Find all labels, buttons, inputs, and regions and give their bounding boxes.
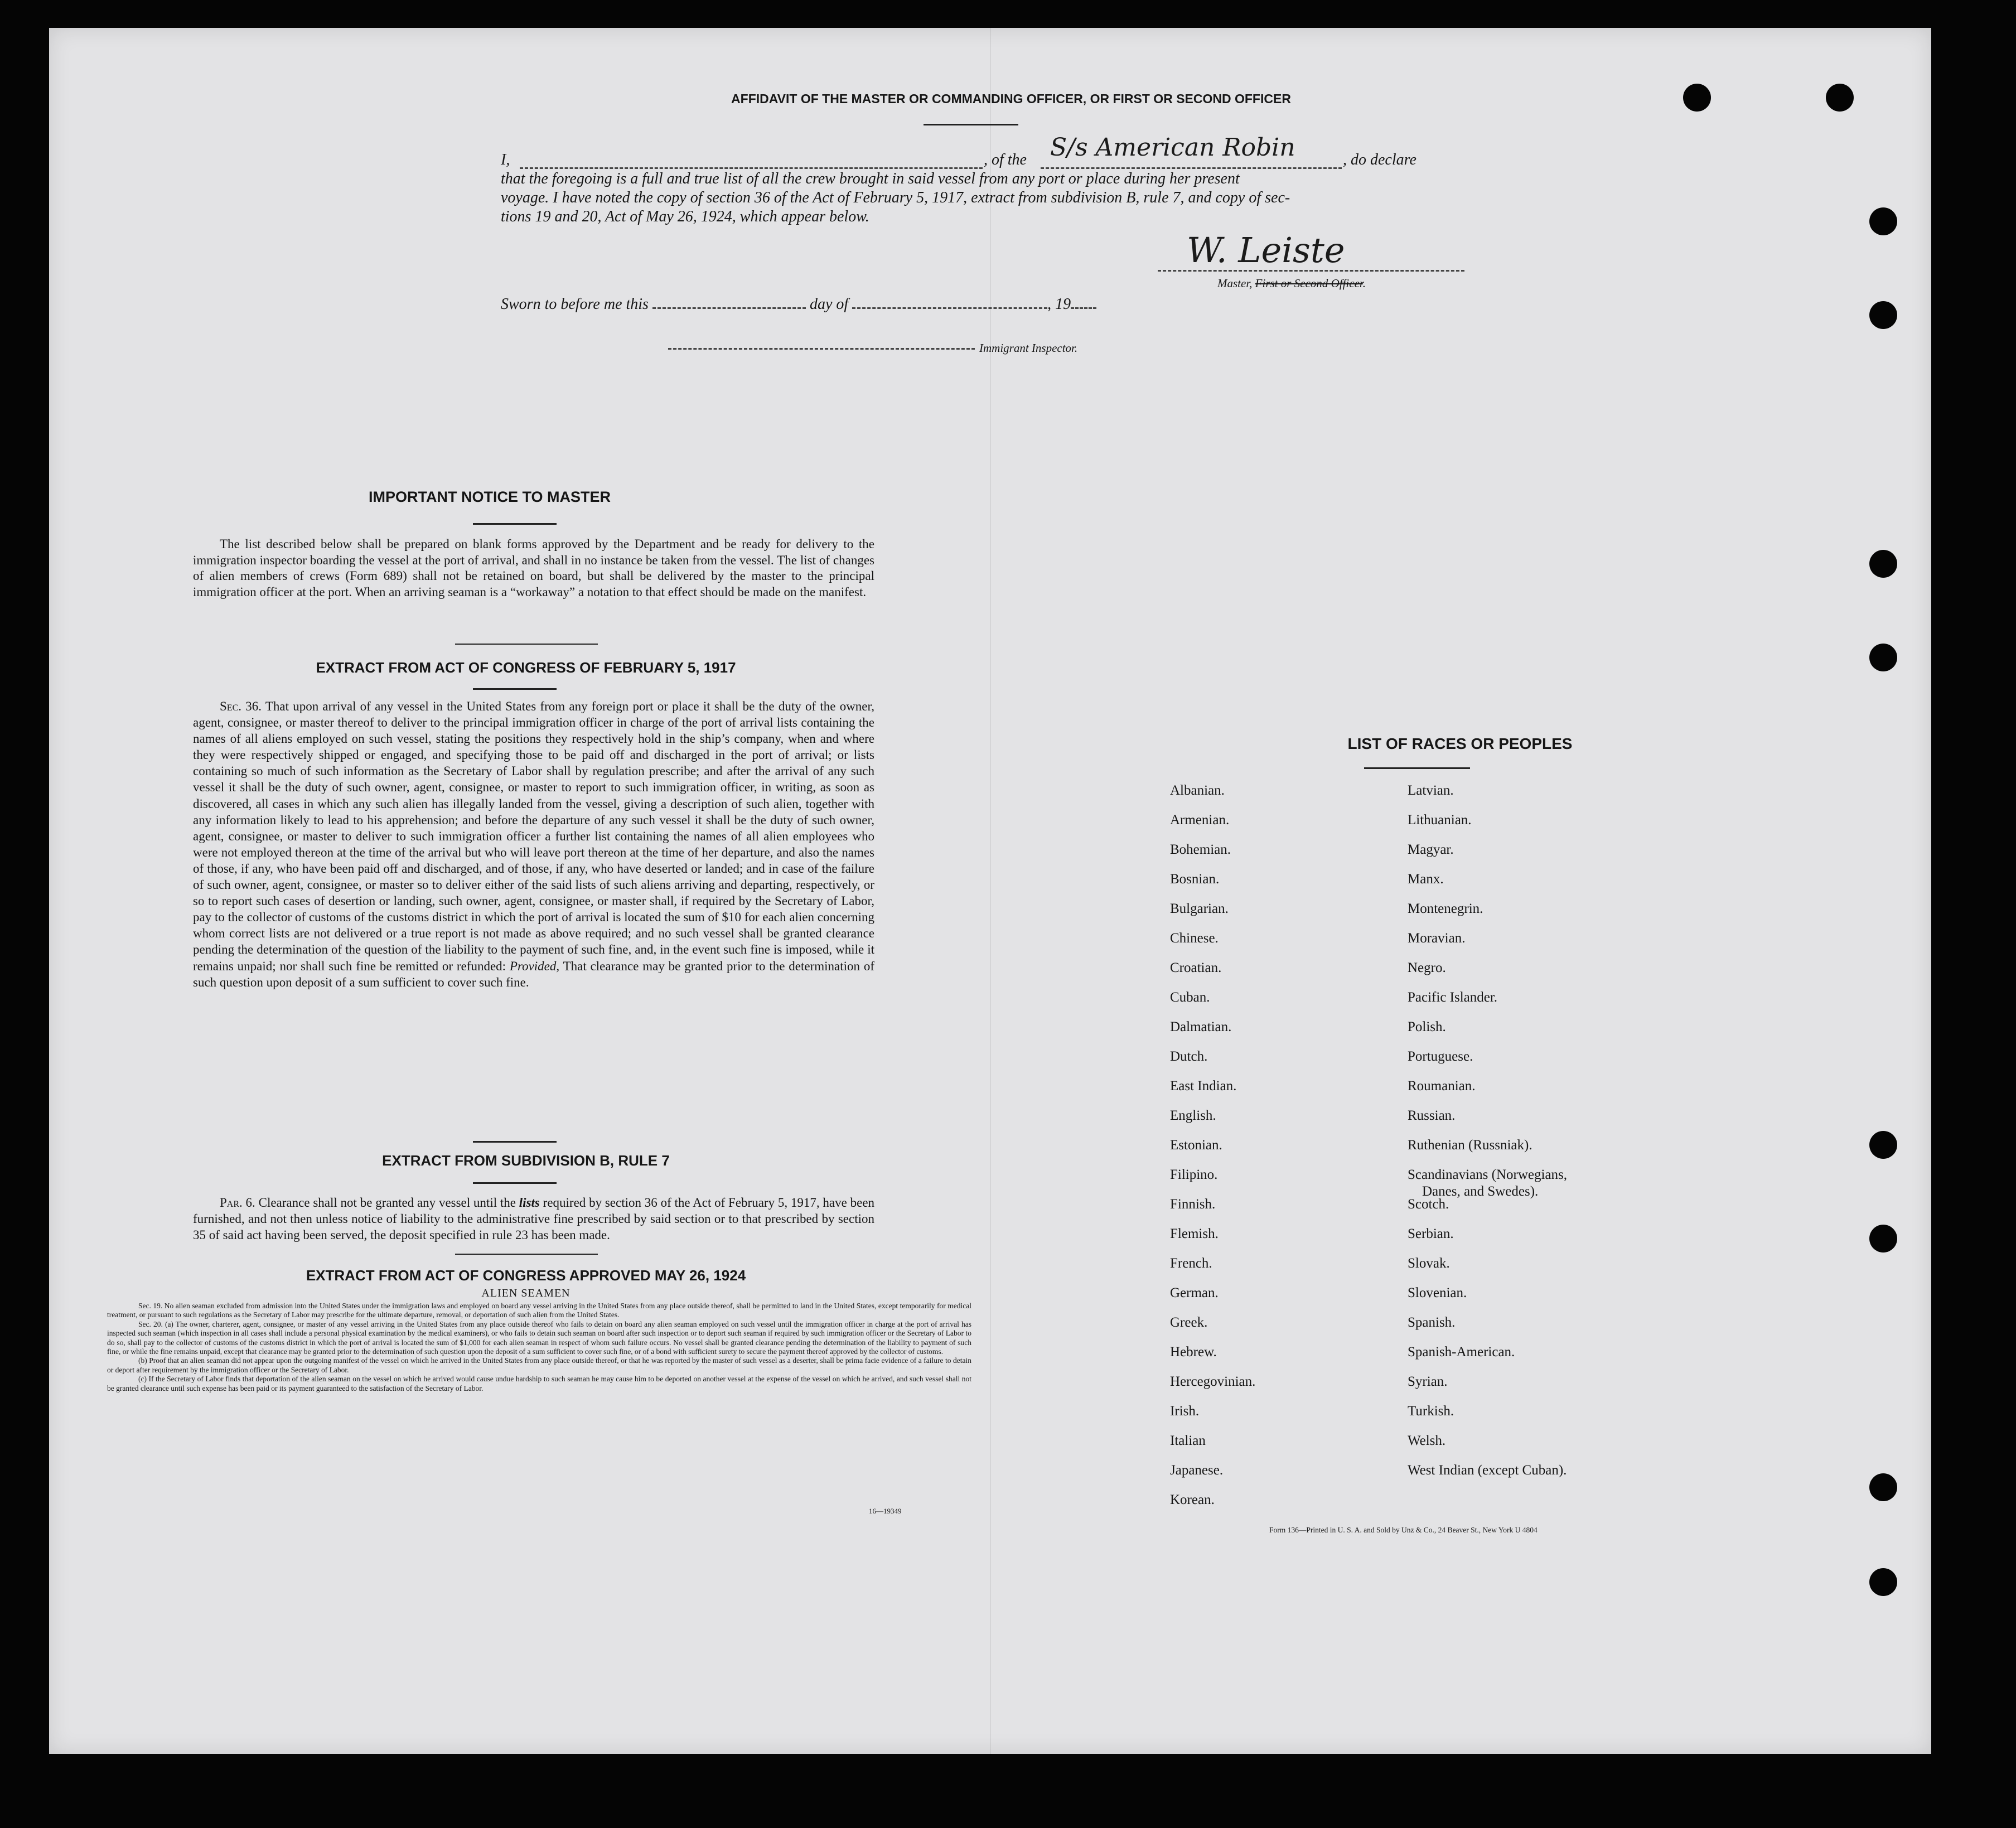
sec-36-label: Sec. 36. — [220, 699, 262, 713]
subdivision-b-title: EXTRACT FROM SUBDIVISION B, RULE 7 — [382, 1152, 670, 1169]
race-item: Filipino. — [1170, 1167, 1218, 1182]
fold-line — [990, 28, 991, 1754]
affidavit-declaration — [501, 133, 1555, 226]
extract-1924-body — [107, 1302, 971, 1393]
alien-seamen-heading: ALIEN SEAMEN — [481, 1287, 571, 1299]
race-item: Slovenian. — [1408, 1285, 1467, 1300]
divider — [455, 1254, 598, 1255]
race-item: West Indian (except Cuban). — [1408, 1463, 1567, 1478]
form-imprint: Form 136—Printed in U. S. A. and Sold by Unz & Co., 24 Beaver St., New York U 4804 — [1269, 1526, 1538, 1534]
subdivision-b-body — [193, 1195, 874, 1243]
punch-hole — [1869, 550, 1897, 578]
master-caption: Master, — [1217, 277, 1253, 290]
race-item: Serbian. — [1408, 1226, 1454, 1241]
race-item: Albanian. — [1170, 783, 1225, 798]
lists-word: lists — [519, 1196, 540, 1210]
declare-text: , do declare — [1343, 151, 1416, 168]
par-6-label: Par. 6. — [220, 1196, 255, 1210]
punch-hole — [1869, 644, 1897, 671]
affidavit-line-1 — [501, 133, 1555, 170]
affidavit-prefix: I, — [501, 151, 510, 168]
race-item: Portuguese. — [1408, 1049, 1473, 1064]
race-item: Danes, and Swedes). — [1422, 1184, 1539, 1199]
divider — [473, 688, 557, 690]
race-item: Roumanian. — [1408, 1079, 1476, 1094]
divider — [1364, 767, 1470, 769]
race-item: Spanish. — [1408, 1315, 1456, 1330]
race-item: Cuban. — [1170, 990, 1210, 1005]
race-item: Dalmatian. — [1170, 1019, 1232, 1034]
vessel-name-handwriting: S/s American Robin — [1050, 133, 1295, 162]
divider — [455, 644, 598, 645]
sworn-year-blank — [1071, 305, 1096, 309]
punch-hole — [1869, 1131, 1897, 1159]
vessel-blank — [1041, 165, 1342, 169]
race-item: Polish. — [1408, 1019, 1446, 1034]
race-item: Croatian. — [1170, 960, 1222, 975]
race-item: Syrian. — [1408, 1374, 1448, 1389]
race-item: Chinese. — [1170, 931, 1219, 946]
race-item: Pacific Islander. — [1408, 990, 1498, 1005]
race-item: Turkish. — [1408, 1404, 1454, 1419]
race-item: Bosnian. — [1170, 872, 1220, 887]
sec-36-text-end: That clearance may be granted prior to the determination of such question upon deposit of a sum sufficient to cover such fine. — [193, 959, 874, 989]
of-the-text: , of the — [984, 151, 1027, 168]
race-item: Bohemian. — [1170, 842, 1231, 857]
race-item: Slovak. — [1408, 1256, 1450, 1271]
race-item: Welsh. — [1408, 1433, 1446, 1448]
race-item: Greek. — [1170, 1315, 1208, 1330]
sec-20c-text: (c) If the Secretary of Labor finds that deportation of the alien seaman on the vessel on which he arrived would cause undue hardship to such seaman he may cause him to be deported on another vessel at the expense of the vessel on which he arrived, and such vessel shall not be granted clearance until such expense has been paid or its payment guaranteed to the satisfaction of the Secretary of Labor. — [107, 1375, 971, 1392]
race-item: Estonian. — [1170, 1138, 1222, 1153]
race-item: Korean. — [1170, 1492, 1215, 1507]
race-item: Irish. — [1170, 1404, 1200, 1419]
race-item: Hercegovinian. — [1170, 1374, 1256, 1389]
race-item: Negro. — [1408, 960, 1446, 975]
race-item: Scandinavians (Norwegians, — [1408, 1167, 1568, 1182]
race-item: Hebrew. — [1170, 1345, 1217, 1360]
races-title: LIST OF RACES OR PEOPLES — [1347, 735, 1573, 752]
signature-caption: Master, First or Second Officer. — [1217, 277, 1366, 290]
name-blank — [520, 165, 983, 169]
affidavit-line-4: tions 19 and 20, Act of May 26, 1924, which appear below. — [501, 208, 869, 225]
race-item: Montenegrin. — [1408, 901, 1483, 916]
punch-hole — [1869, 207, 1897, 235]
sec-20a-text: Sec. 20. (a) The owner, charterer, agent, consignee, or master of any vessel arriving in the United States from any place outside thereof who fails to detain on board any alien seaman employed on such vessel until the immigration officer in charge at the port of arrival has inspected such seaman (which inspection in all cases shall include a personal physical examination by the medical examiners), or who fails to detain such seaman on board after such inspection or to deport such seaman if required by such immigration officer or the Secretary of Labor to do so, shall pay to the collector of customs of the customs district in which the port of arrival is located the sum of $1,000 for each alien seaman in respect of whom such failure occurs. No vessel shall be granted clearance pending the determination of the liability to payment of such fine, or while the fine remains unpaid, except that clearance may be granted prior to the determination of such question upon the deposit of a sum sufficient to cover such fine, or of a bond with sufficient surety to secure the payment thereof approved by the collector of customs. — [107, 1319, 971, 1356]
sworn-prefix: Sworn to before me this — [501, 296, 649, 313]
sworn-month-blank — [852, 305, 1047, 309]
struck-officer-caption: First or Second Officer — [1255, 277, 1363, 290]
inspector-blank — [668, 346, 975, 350]
race-item: Finnish. — [1170, 1197, 1216, 1212]
race-item: Manx. — [1408, 872, 1444, 887]
race-item: German. — [1170, 1285, 1219, 1300]
race-item: Latvian. — [1408, 783, 1454, 798]
punch-hole — [1869, 1568, 1897, 1596]
sworn-line — [501, 296, 1282, 313]
provided-word: Provided, — [509, 959, 560, 973]
race-item: French. — [1170, 1256, 1212, 1271]
punch-hole — [1869, 1473, 1897, 1501]
par-6-text: Clearance shall not be granted any vessel until the — [258, 1196, 516, 1210]
punch-hole — [1869, 1225, 1897, 1252]
extract-1924-title: EXTRACT FROM ACT OF CONGRESS APPROVED MAY 26, 1924 — [306, 1267, 746, 1284]
extract-1917-title: EXTRACT FROM ACT OF CONGRESS OF FEBRUARY 5, 1917 — [316, 659, 736, 676]
divider — [473, 523, 557, 525]
punch-hole — [1683, 84, 1711, 112]
notice-body: The list described below shall be prepared on blank forms approved by the Department and be ready for delivery to the immigration inspector boarding the vessel at the port of arrival, and shall in no instance be taken from the vessel. The list of changes of alien members of crews (Form 689) shall not be retained on board, but shall be delivered by the master to the principal immigration officer at the port. When an arriving seaman is a “workaway” a notation to that effect should be made on the manifest. — [193, 537, 874, 599]
race-item: Magyar. — [1408, 842, 1454, 857]
notice-title: IMPORTANT NOTICE TO MASTER — [369, 489, 611, 505]
sworn-day-label: day of — [809, 296, 849, 313]
race-item: English. — [1170, 1108, 1216, 1123]
race-item: Ruthenian (Russniak). — [1408, 1138, 1532, 1153]
document-page — [49, 28, 1931, 1754]
extract-1917-body — [193, 698, 874, 990]
inspector-caption: Immigrant Inspector. — [979, 341, 1078, 355]
sec-19-text: Sec. 19. No alien seaman excluded from admission into the United States under the immigration laws and employed on board any vessel arriving in the United States from any place outside thereof, shall be permitted to land in the United States, except temporarily for medical treatment, or pursuant to such regulations as the Secretary of Labor may prescribe for the ultimate departure, removal, or deportation of such alien from the United States. — [107, 1302, 971, 1319]
par-6-text-end: required by section 36 of the Act of February 5, 1917, have been furnished, and not then unless notice of liability to the administrative fine prescribed by said section or to that prescribed by section 35 of said act having been served, the deposit specified in rule 23 has been made. — [193, 1196, 875, 1242]
race-item: Russian. — [1408, 1108, 1456, 1123]
signature-blank — [1158, 268, 1464, 272]
sworn-year-label: , 19 — [1047, 296, 1071, 313]
race-item: Italian — [1170, 1433, 1206, 1448]
master-signature: W. Leiste — [1187, 230, 1345, 270]
divider — [924, 124, 1018, 125]
race-item: Flemish. — [1170, 1226, 1219, 1241]
punch-hole — [1826, 84, 1854, 112]
divider — [473, 1141, 557, 1143]
race-item: Bulgarian. — [1170, 901, 1229, 916]
divider — [473, 1182, 557, 1184]
race-item: Lithuanian. — [1408, 813, 1472, 828]
race-item: East Indian. — [1170, 1079, 1237, 1094]
affidavit-title: AFFIDAVIT OF THE MASTER OR COMMANDING OFFICER, OR FIRST OR SECOND OFFICER — [731, 91, 1291, 106]
race-item: Japanese. — [1170, 1463, 1224, 1478]
punch-hole — [1869, 301, 1897, 329]
race-item: Armenian. — [1170, 813, 1230, 828]
affidavit-line-3: voyage. I have noted the copy of section 36 of the Act of February 5, 1917, extract from subdivision B, rule 7, and copy of sec- — [501, 189, 1290, 206]
sec-20b-text: (b) Proof that an alien seaman did not appear upon the outgoing manifest of the vessel on which he arrived in the United States from any place outside thereof, or that he was reported by the master of such vessel as a deserter, shall be prima facie evidence of a failure to detain or deport after requirement by the immigration officer or the Secretary of Labor. — [107, 1356, 971, 1374]
race-item: Dutch. — [1170, 1049, 1208, 1064]
race-item: Scotch. — [1408, 1197, 1449, 1212]
sworn-day-blank — [652, 305, 806, 309]
print-code: 16—19349 — [869, 1507, 902, 1515]
sec-36-text: That upon arrival of any vessel in the United States from any foreign port or place it shall be the duty of the owner, agent, consignee, or master thereof to deliver to the principal immigration officer in charge of the port of arrival lists containing the names of all aliens employed on such vessel, stating the positions they respectively hold in the ship’s company, when and where they were respectively shipped or engaged, and specifying those to be paid off and discharged in the port of arrival; or lists containing so much of such information as the Secretary of Labor shall by regulation prescribe; and after the arrival of any such vessel it shall be the duty of such owner, agent, consignee, or master to report to such immigration officer, in writing, as soon as discovered, all cases in which any such alien has illegally landed from the vessel, giving a description of such alien, together with any information likely to lead to his apprehension; and before the departure of any such vessel it shall be the duty of such owner, agent, consignee, or master to deliver to such immigration officer a further list containing the names of all alien employees who were not employed thereon at the time of the arrival but who will leave port thereon at the time of her departure, and also the names of those, if any, who have been paid off and discharged, and of those, if any, who have deserted or landed; and in case of the failure of such owner, agent, consignee, or master so to deliver either of the said lists of such aliens arriving and departing, respectively, or so to report such cases of desertion or landing, such owner, agent, consignee, or master shall, if required by the Secretary of Labor, pay to the collector of customs of the customs district in which the port of arrival is located the sum of $10 for each alien concerning whom correct lists are not delivered or a true report is not made as above required; and no such vessel shall be granted clearance pending the determination of the question of the liability to the payment of such fine, and, in the event such fine is imposed, while it remains unpaid; nor shall such fine be remitted or refunded: — [193, 699, 874, 973]
race-item: Moravian. — [1408, 931, 1466, 946]
affidavit-line-2: that the foregoing is a full and true list of all the crew brought in said vessel from any port or place during her present — [501, 170, 1240, 187]
race-item: Spanish-American. — [1408, 1345, 1515, 1360]
